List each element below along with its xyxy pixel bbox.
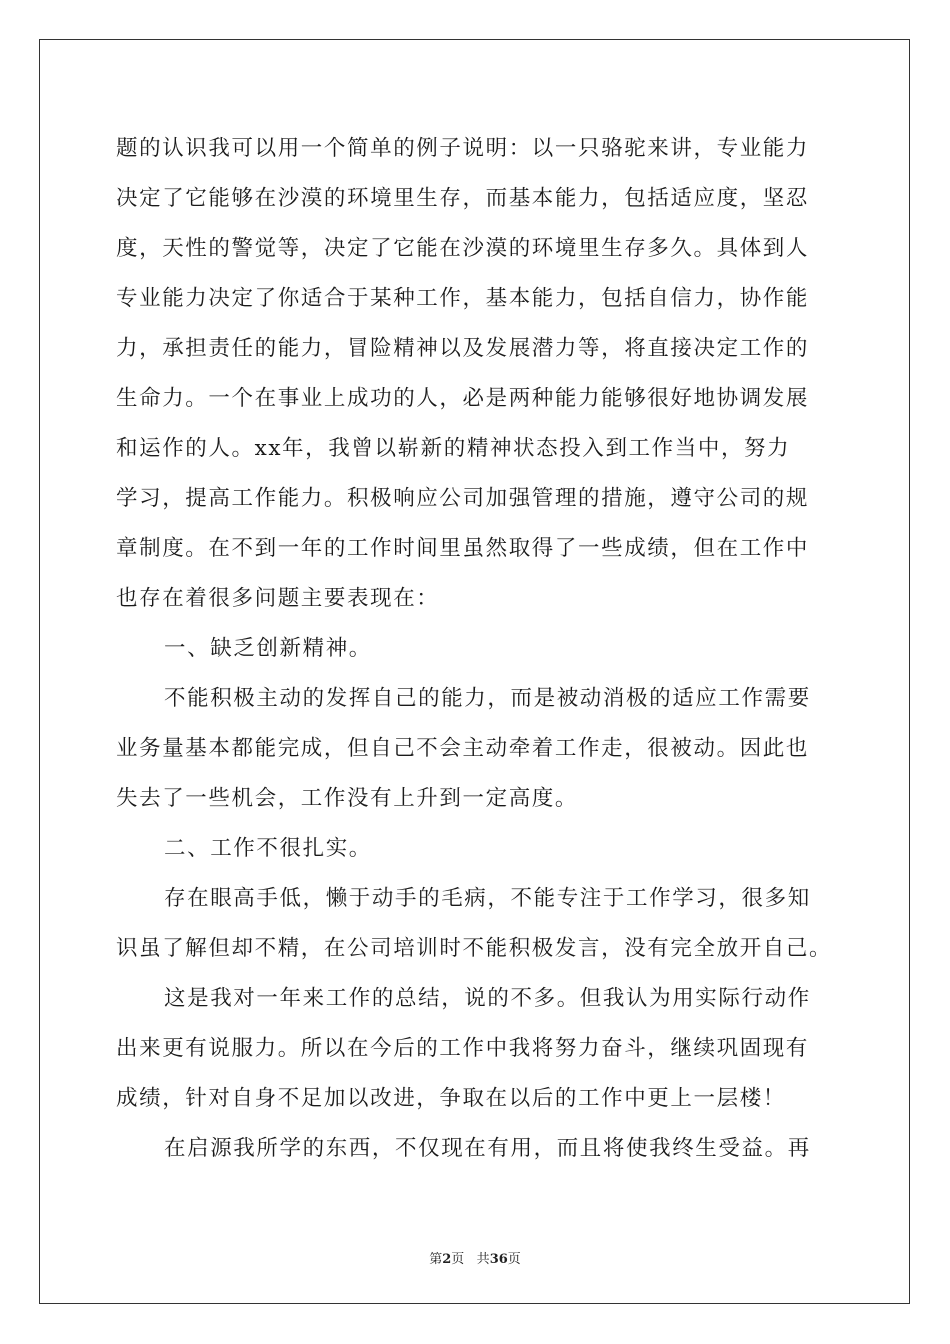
page-footer — [0, 1248, 950, 1267]
paragraph-line: 学习，提高工作能力。积极响应公司加强管理的措施，遵守公司的规 — [116, 486, 810, 511]
paragraph-line: 这是我对一年来工作的总结，说的不多。但我认为用实际行动作 — [164, 986, 811, 1011]
total-prefix: 共 — [476, 1252, 490, 1267]
total-suffix: 页 — [507, 1252, 521, 1267]
paragraph-line: 失去了一些机会，工作没有上升到一定高度。 — [116, 786, 579, 811]
paragraph-line: 章制度。在不到一年的工作时间里虽然取得了一些成绩，但在工作中 — [116, 536, 810, 561]
page-suffix: 页 — [451, 1252, 465, 1267]
paragraph-line: 业务量基本都能完成，但自己不会主动牵着工作走，很被动。因此也 — [116, 736, 810, 761]
paragraph-line: 力，承担责任的能力，冒险精神以及发展潜力等，将直接决定工作的 — [116, 336, 810, 361]
paragraph-line: 不能积极主动的发挥自己的能力，而是被动消极的适应工作需要 — [164, 686, 811, 711]
paragraph-line: 决定了它能够在沙漠的环境里生存，而基本能力，包括适应度，坚忍 — [116, 186, 810, 211]
paragraph-line: 存在眼高手低，懒于动手的毛病，不能专注于工作学习，很多知 — [164, 886, 811, 911]
page-prefix: 第 — [429, 1252, 443, 1267]
document-body — [116, 124, 836, 1174]
paragraph-line: 和运作的人。xx年，我曾以崭新的精神状态投入到工作当中，努力 — [116, 436, 791, 461]
section-heading: 二、工作不很扎实。 — [164, 836, 372, 861]
paragraph-line: 题的认识我可以用一个简单的例子说明：以一只骆驼来讲，专业能力 — [116, 136, 810, 161]
paragraph-line: 生命力。一个在事业上成功的人，必是两种能力能够很好地协调发展 — [116, 386, 810, 411]
total-page-count: 36 — [489, 1252, 508, 1267]
paragraph-line: 专业能力决定了你适合于某种工作，基本能力，包括自信力，协作能 — [116, 286, 810, 311]
paragraph-line: 度，天性的警觉等，决定了它能在沙漠的环境里生存多久。具体到人 — [116, 236, 810, 261]
paragraph-line: 也存在着很多问题主要表现在： — [116, 586, 440, 611]
paragraph-line: 在启源我所学的东西，不仅现在有用，而且将使我终生受益。再 — [164, 1136, 811, 1161]
paragraph-line: 出来更有说服力。所以在今后的工作中我将努力奋斗，继续巩固现有 — [116, 1036, 810, 1061]
paragraph-line: 识虽了解但却不精，在公司培训时不能积极发言，没有完全放开自己。 — [116, 936, 833, 961]
section-heading: 一、缺乏创新精神。 — [164, 636, 372, 661]
current-page-number: 2 — [442, 1252, 452, 1267]
paragraph-line: 成绩，针对自身不足加以改进，争取在以后的工作中更上一层楼！ — [116, 1086, 786, 1111]
